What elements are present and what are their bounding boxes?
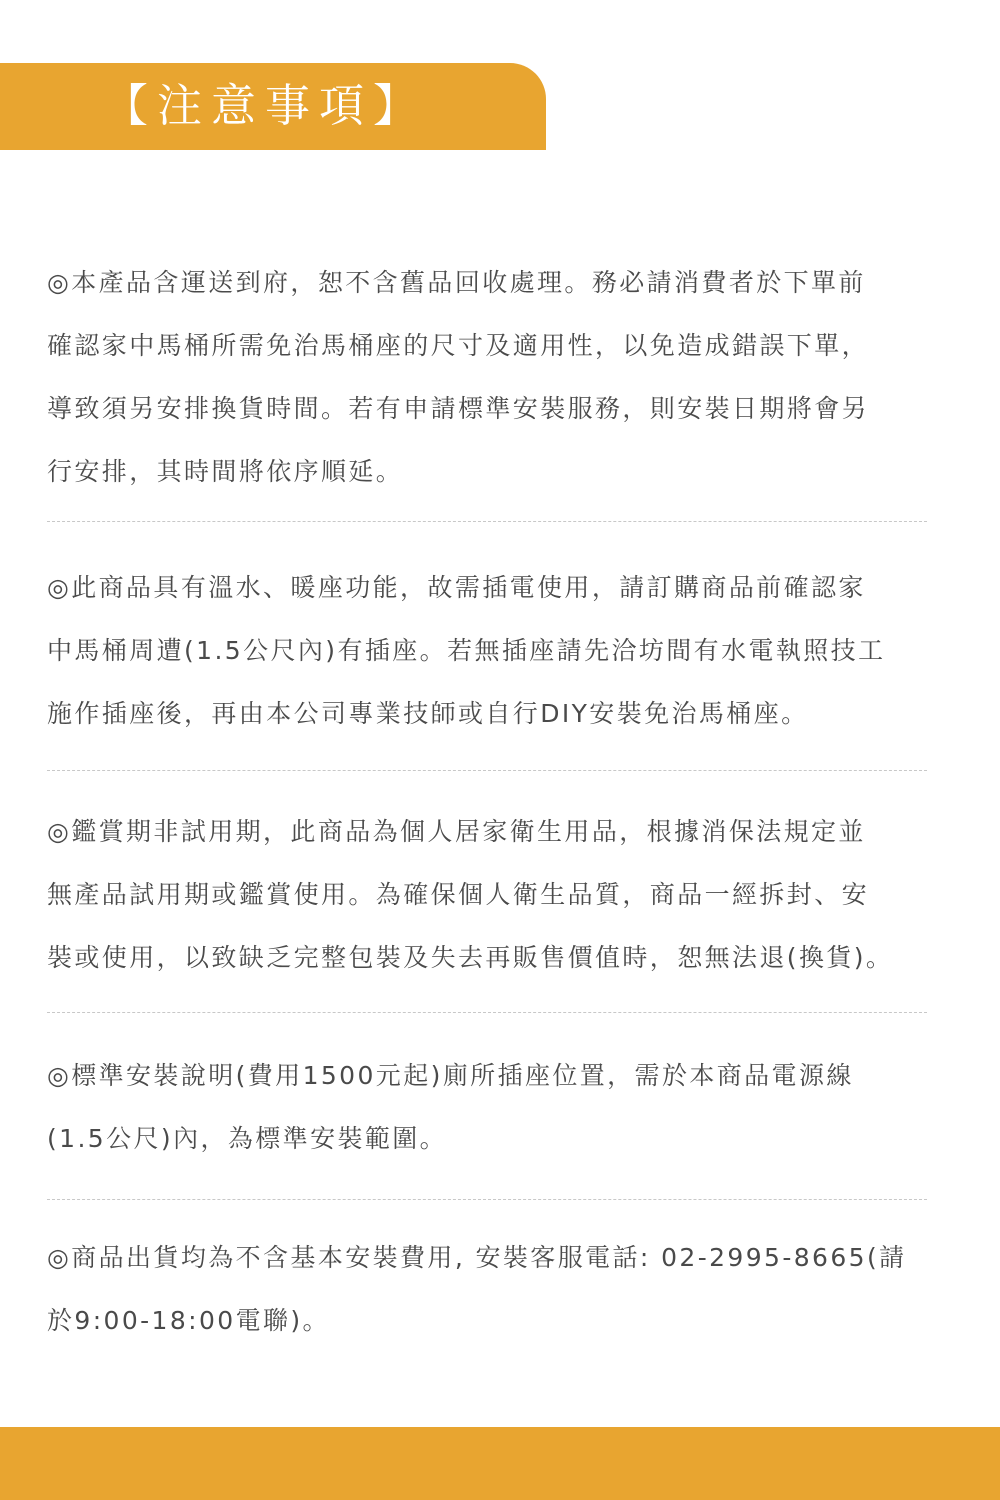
- notice-line: 行安排，其時間將依序順延。: [47, 457, 404, 486]
- page-title: 【注意事項】: [103, 79, 428, 132]
- notice-line: ◎本產品含運送到府，恕不含舊品回收處理。務必請消費者於下單前: [47, 268, 866, 297]
- notice-section-5: [47, 1226, 952, 1352]
- notice-line: 確認家中馬桶所需免治馬桶座的尺寸及適用性，以免造成錯誤下單，: [47, 331, 870, 360]
- notice-line: 施作插座後，再由本公司專業技師或自行DIY安裝免治馬桶座。: [47, 699, 809, 728]
- section-divider: [47, 1199, 927, 1200]
- notice-line: 裝或使用，以致缺乏完整包裝及失去再販售價值時，恕無法退(換貨)。: [47, 943, 894, 972]
- section-divider: [47, 770, 927, 771]
- notice-line: ◎鑑賞期非試用期，此商品為個人居家衛生用品，根據消保法規定並: [47, 817, 866, 846]
- notice-line: ◎標準安裝說明(費用1500元起)廁所插座位置，需於本商品電源線: [47, 1061, 854, 1090]
- notice-line: ◎此商品具有溫水、暖座功能，故需插電使用，請訂購商品前確認家: [47, 573, 866, 602]
- section-divider: [47, 1012, 927, 1013]
- notice-line: (1.5公尺)內，為標準安裝範圍。: [47, 1124, 448, 1153]
- footer-bar: [0, 1427, 1000, 1500]
- notice-section-4: [47, 1044, 952, 1170]
- notice-line: 中馬桶周遭(1.5公尺內)有插座。若無插座請先洽坊間有水電執照技工: [47, 636, 886, 665]
- notice-section-3: [47, 800, 952, 989]
- section-divider: [47, 521, 927, 522]
- notice-line: 於9:00-18:00電聯)。: [47, 1306, 330, 1335]
- notice-section-1: [47, 251, 952, 503]
- notice-line: ◎商品出貨均為不含基本安裝費用, 安裝客服電話: 02-2995-8665(請: [47, 1243, 907, 1272]
- notice-line: 無產品試用期或鑑賞使用。為確保個人衛生品質，商品一經拆封、安: [47, 880, 870, 909]
- notice-section-2: [47, 556, 952, 745]
- notice-line: 導致須另安排換貨時間。若有申請標準安裝服務，則安裝日期將會另: [47, 394, 870, 423]
